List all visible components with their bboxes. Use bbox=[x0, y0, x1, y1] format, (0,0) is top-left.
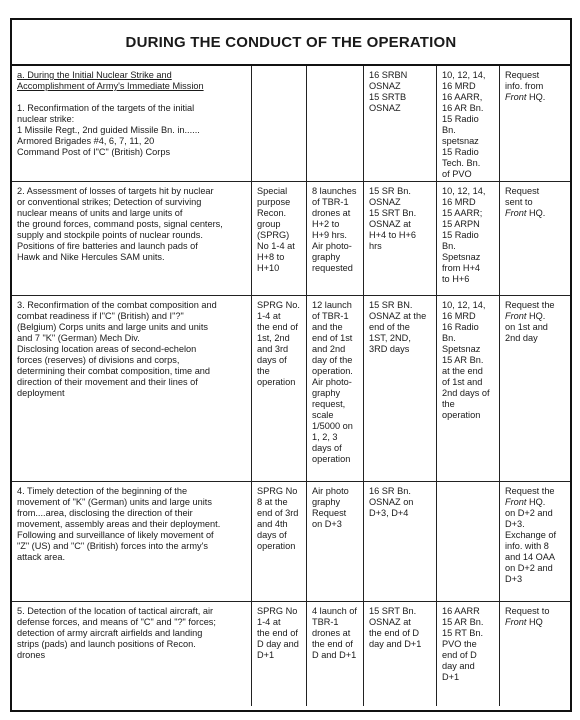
task-text: 4. Timely detection of the beginning of the movement of "K" (German) units and large units from....area, disclosing the direction of their movement, assembly areas and their deployment. Following and surveillance of likely movement of "Z" (US) and "C" (British) forces into the army's attack area. bbox=[12, 482, 252, 601]
drone-cell: 12 launch of TBR-1 and the end of 1st and 2nd day of the operation. Air photo- graphy request, scale 1/5000 on 1, 2, 3 days of operation bbox=[307, 296, 364, 481]
task-cell bbox=[12, 66, 252, 181]
operations-table bbox=[10, 18, 572, 712]
table-title: DURING THE CONDUCT OF THE OPERATION bbox=[12, 20, 570, 66]
table-row bbox=[12, 482, 570, 602]
osnaz-cell: 15 SR Bn. OSNAZ 15 SRT Bn. OSNAZ at H+4 to H+6 hrs bbox=[364, 182, 437, 295]
sprg-cell: SPRG No 1-4 at the end of D day and D+1 bbox=[252, 602, 307, 706]
division-cell: 10, 12, 14, 16 MRD 15 AARR; 15 ARPN 15 Radio Bn. Spetsnaz from H+4 to H+6 bbox=[437, 182, 500, 295]
request-cell: Request sent to Front HQ. bbox=[505, 186, 546, 218]
drone-cell bbox=[307, 66, 364, 181]
division-cell: 10, 12, 14, 16 MRD 16 AARR, 16 AR Bn. 15 Radio Bn. spetsnaz 15 Radio Tech. Bn. of PVO bbox=[437, 66, 500, 181]
division-cell: 16 AARR 15 AR Bn. 15 RT Bn. PVO the end of D day and D+1 bbox=[437, 602, 500, 706]
osnaz-cell: 15 SRT Bn. OSNAZ at the end of D day and D+1 bbox=[364, 602, 437, 706]
sprg-cell: Special purpose Recon. group (SPRG) No 1-4 at H+8 to H+10 bbox=[252, 182, 307, 295]
request-cell: Request the Front HQ. on D+2 and D+3. Exchange of info. with 8 and 14 OAA on D+2 and D+3 bbox=[505, 486, 557, 584]
task-text: 5. Detection of the location of tactical aircraft, air defense forces, and means of "C" and "?" forces; detection of army aircraft airfields and landing strips (pads) and launch positions of Recon. drones bbox=[12, 602, 252, 706]
drone-cell: 4 launch of TBR-1 drones at the end of D and D+1 bbox=[307, 602, 364, 706]
table-row bbox=[12, 182, 570, 296]
osnaz-cell: 15 SR BN. OSNAZ at the end of the 1ST, 2ND, 3RD days bbox=[364, 296, 437, 481]
drone-cell: Air photo graphy Request on D+3 bbox=[307, 482, 364, 601]
sprg-cell: SPRG No 8 at the end of 3rd and 4th days of operation bbox=[252, 482, 307, 601]
table-row bbox=[12, 296, 570, 482]
table-row bbox=[12, 66, 570, 182]
sprg-cell: SPRG No. 1-4 at the end of 1st, 2nd and 3rd days of the operation bbox=[252, 296, 307, 481]
request-cell: Request the Front HQ. on 1st and 2nd day bbox=[505, 300, 555, 343]
section-heading: a. During the Initial Nuclear Strike and Accomplishment of Army's Immediate Mission bbox=[17, 70, 204, 91]
sprg-cell bbox=[252, 66, 307, 181]
osnaz-cell: 16 SR Bn. OSNAZ on D+3, D+4 bbox=[364, 482, 437, 601]
request-cell: Request to Front HQ bbox=[505, 606, 550, 627]
task-text: 2. Assessment of losses of targets hit by nuclear or conventional strikes; Detection of surviving nuclear means of units and large units of the ground forces, command posts, signal centers, supply and stockpile points of nuclear rounds. Positions of fire batteries and launch pads of Hawk and Nike Hercules SAM units. bbox=[12, 182, 252, 295]
task-text: 3. Reconfirmation of the combat composition and combat readiness if I"C" (British) and I"?" (Belgium) Corps units and large units and units and 7 "K" (German) Mech Div. Disclosing location areas of second-echelon forces (reserves) of divisions and corps, determining their combat composition, time and direction of their movement and their lines of deployment bbox=[12, 296, 252, 481]
osnaz-cell: 16 SRBN OSNAZ 15 SRTB OSNAZ bbox=[364, 66, 437, 181]
task-text: 1. Reconfirmation of the targets of the initial nuclear strike: 1 Missile Regt., 2nd guided Missile Bn. in...... Armored Brigades #4, 6, 7, 11, 20 Command Post of I"C" (British) Corps bbox=[17, 103, 200, 157]
request-cell: Request info. from Front HQ. bbox=[505, 70, 546, 102]
division-cell bbox=[437, 482, 500, 601]
division-cell: 10, 12, 14, 16 MRD 16 Radio Bn. Spetsnaz 15 AR Bn. at the end of 1st and 2nd days of the operation bbox=[437, 296, 500, 481]
table-row bbox=[12, 602, 570, 706]
drone-cell: 8 launches of TBR-1 drones at H+2 to H+9 hrs. Air photo- graphy requested bbox=[307, 182, 364, 295]
